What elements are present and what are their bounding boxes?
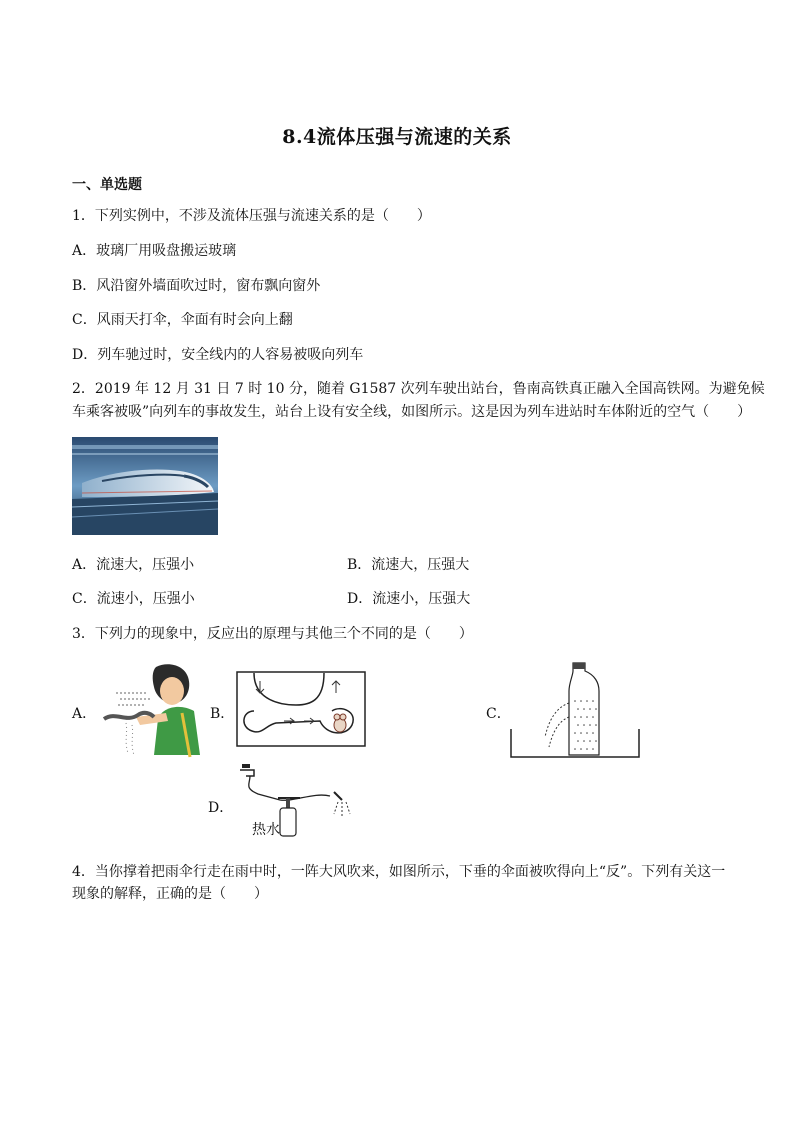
hot-water-label: 热水 [252,822,280,838]
question-1-option-c: C．风雨天打伞，伞面有时会向上翻 [72,312,293,328]
figure-b-burrow-airflow [236,671,366,747]
question-2-stem-line2: 车乘客被吸”向列车的事故发生，站台上设有安全线，如图所示。这是因为列车进站时车体附近的空气（ ） [72,404,752,420]
question-4-stem-line2: 现象的解释，正确的是（ ） [72,886,268,902]
question-2-option-b: B．流速大，压强大 [347,557,470,573]
question-1-option-b: B．风沿窗外墙面吹过时，窗布飘向窗外 [72,278,321,294]
figure-a-boy-blowing [96,661,202,759]
question-1-option-a: A．玻璃厂用吸盘搬运玻璃 [72,243,237,259]
question-1-stem: 1．下列实例中，不涉及流体压强与流速关系的是（ ） [72,208,431,224]
figure-c-bottle-water [509,661,643,761]
question-2-stem-line1: 2．2019 年 12 月 31 日 7 时 10 分，随着 G1587 次列车驶出站台，鲁南高铁真正融入全国高铁网。为避免候 [72,381,765,397]
question-1-option-d: D．列车驰过时，安全线内的人容易被吸向列车 [72,347,364,363]
figure-label-c: C． [486,706,511,722]
section-heading: 一、单选题 [72,177,142,193]
figure-label-b: B． [210,706,235,722]
question-3-stem: 3．下列力的现象中，反应出的原理与其他三个不同的是（ ） [72,626,473,642]
question-4-stem-line1: 4．当你撑着把雨伞行走在雨中时，一阵大风吹来，如图所示，下垂的伞面被吹得向上“反”。下列有关这一 [72,864,726,880]
question-2-option-d: D．流速小，压强大 [347,591,471,607]
question-2-option-c: C．流速小，压强小 [72,591,195,607]
page-title: 8.4流体压强与流速的关系 [282,126,512,148]
question-2-option-a: A．流速大，压强小 [72,557,195,573]
figure-label-a: A． [72,706,97,722]
figure-label-d: D． [208,800,234,816]
train-photo [72,437,218,535]
